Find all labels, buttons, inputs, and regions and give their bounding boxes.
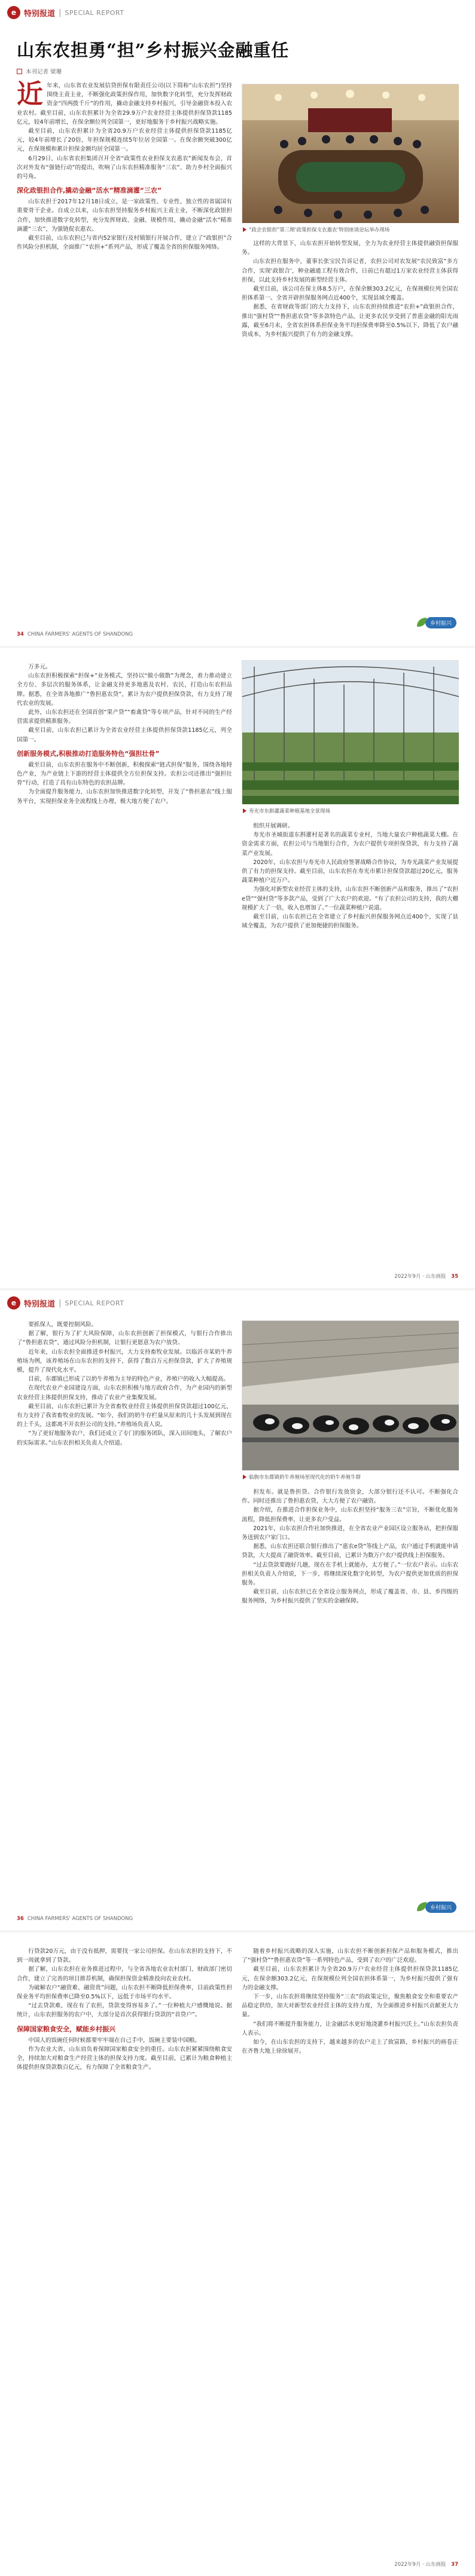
- rural-badge: [420, 616, 462, 629]
- paragraph: 截至目前，山东农担已累计为全省畜牧业经营主体提供担保贷款超过100亿元，有力支持了我省畜牧业的发展。“如今，我们的奶牛存栏量从原来的几十头发展到现在的上千头，这都离不开农担公司的支持。”养殖场负责人说。: [17, 1403, 232, 1429]
- paragraph: 中国人的饭碗任何时候都要牢牢端在自己手中，饭碗主要装中国粮。: [28, 2037, 200, 2044]
- square-icon: [17, 69, 22, 74]
- paragraph: 近年来，山东农担全面推进乡村振兴，大力支持畜牧业发展。以临沂市某奶牛养殖场为例，该养殖场在山东农担的支持下，获得了数百万元担保贷款，扩大了养殖规模，提升了现代化水平。: [17, 1348, 232, 1374]
- paragraph: 为强化对新型农业经营主体的支持，山东农担不断创新产品和服务，推出了“农担e贷”“强村贷”等多款产品，受到了广大农户的欢迎。“有了农担公司的支持，我的大棚规模扩大了一倍，收入也增加了。”一位蔬菜种植户说道。: [242, 886, 458, 911]
- paragraph: 截至目前，山东农担在服务中不断创新，积极探索“链式担保”服务，围绕各地特色产业，为产业链上下游的经营主体提供全方位担保支持。农担公司还推出“强担壮骨”行动，打造了具有山东特色的农担品牌。: [17, 761, 232, 787]
- paragraph: “过去贷款要跑好几趟，现在在手机上就能办，太方便了。”一位农户表示。山东农担相关负责人介绍说，下一步，将继续深化数字化转型，为农户提供更加优质的担保服务。: [242, 1561, 458, 1587]
- header-logo: [7, 1296, 124, 1310]
- paragraph: 此外，山东农担还在全国首创“果产贷”“畜禽贷”等专项产品，针对不同的生产经营需求提供精准服务。: [17, 709, 232, 725]
- byline: [17, 67, 62, 75]
- paragraph: 2021年，山东农担合作社加快推进，在全省农业产业园区设立服务站，把担保服务送到农户家门口。: [242, 1525, 458, 1542]
- page-number: 37: [451, 2562, 458, 2568]
- paragraph: 为全面提升服务能力，山东农担加快推进数字化转型，开发了“鲁担惠农”线上服务平台，实现担保业务全流程线上办理，极大地方便了农户。: [17, 789, 232, 805]
- paragraph: 作为农业大省，山东肩负着保障国家粮食安全的重任。山东农担紧紧围绕粮食安全，持续加大对粮食生产经营主体的担保支持力度。截至目前，已累计为粮食种植主体提供担保贷款数百亿元，有力保障了全省粮食生产。: [17, 2046, 232, 2071]
- column-right: [242, 822, 458, 930]
- column-left: [17, 1947, 232, 2072]
- paragraph: 在现代农业产业园建设方面，山东农担积极与地方政府合作，为产业园内的新型农业经营主体提供担保支持，推动了农业产业集聚发展。: [17, 1385, 232, 1401]
- footer: 2022年9月 · 山东画报 35: [394, 1274, 458, 1280]
- paragraph: “我们将不断提升服务能力，让金融活水更好地浇灌乡村振兴沃土。”山东农担负责人表示。: [242, 2020, 458, 2037]
- paragraph: 如今，在山东农担的支持下，越来越多的农户走上了致富路，乡村振兴的画卷正在齐鲁大地上徐徐展开。: [242, 2039, 458, 2055]
- page-36: [0, 1290, 475, 1930]
- paragraph: 截至目前，该公司在保主体8.5万户，在保余额303.2亿元，在保规模位列全国农担体系第一。全省开辟担保服务网点近400个，实现县域全覆盖。: [242, 286, 458, 302]
- page-37: [0, 1933, 475, 2576]
- photo-caption: 寿光市东斟灌蔬菜种植基地全景现场: [243, 807, 458, 814]
- photo-caption: “政企农银担”第三期‘政策担保支农惠农’特别座谈论坛举办现场: [243, 226, 458, 233]
- caption-marker-icon: [243, 227, 246, 232]
- footer: 36 CHINA FARMERS' AGENTS OF SHANDONG: [17, 1916, 133, 1922]
- paragraph: 担发布。就是鲁担贷。合作银行发放资金，大部分银行还不认可。不断强化合作。同时还推出了鲁担惠农贷，大大方便了农户融资。: [242, 1489, 458, 1505]
- paragraph: 据悉，在省财政等部门的大力支持下，山东农担持续推进“农担+”政银担合作，推出“强村贷”“鲁担惠农贷”等多款特色产品，让更多农民享受到了普惠金融的阳光雨露，截至6月末，全省农担体系担保业务平均担保费率降至0.5%以下，降低了农户融资成本，为乡村振兴提供了有力的金融支撑。: [242, 304, 458, 338]
- section-name-en: SPECIAL REPORT: [65, 8, 124, 17]
- badge-label: 乡村振兴: [425, 617, 456, 628]
- page-number: 34: [17, 631, 24, 637]
- section-heading: 保障国家粮食安全，赋能乡村振兴: [17, 2025, 115, 2033]
- paragraph: 截至目前，山东农担已在全省建立了乡村振兴担保服务网点近400个，实现了县域全覆盖，为农户提供了更加便捷的担保服务。: [242, 914, 458, 930]
- page-34: [0, 0, 475, 646]
- paragraph: 这样的大背景下，山东农担开始转型发展，全力为农业经营主体提供融资担保服务。: [242, 240, 458, 257]
- author-name: 本刊记者 梁珊: [26, 69, 62, 75]
- leaf-icon: [415, 616, 428, 629]
- paragraph: 随着乡村振兴战略的深入实施，山东农担不断创新担保产品和服务模式，推出了“强村贷”“鲁担惠农贷”等一系列特色产品，受到了农户的广泛欢迎。: [242, 1948, 458, 1964]
- paragraph: 寿光市圣城街道东斟灌村是著名的蔬菜专业村，当地大量农户种植蔬菜大棚。在资金需求方面，农担公司与当地银行合作，为农户提供专项担保贷款，有力支持了蔬菜产业发展。: [242, 832, 458, 857]
- e-logo-icon: e: [7, 1296, 20, 1310]
- intro-paragraph: 近年来，山东省农业发展信贷担保有限责任公司(以下简称“山东农担”)坚持围绕主责主业，不断强化政策担保作用，加快数字化转型，充分发挥财政资金“四两拨千斤”的作用，撬动金融支持乡村振兴，引导金融资本投入农业农村。截至目前，山东农担累计为全省29.9万户农业经营主体提供担保贷款1185亿元，较4年前增长，在保余额位列全国第一，更好地服务于乡村振兴战略实施。: [17, 79, 232, 126]
- photo-caption: 临朐市东郡镇奶牛养殖场里现代化的奶牛养殖牛群: [243, 1473, 458, 1481]
- greenhouse-photo: [242, 660, 458, 804]
- paragraph: 行贷款20万元，由于没有抵押，需要找一家公司担保。在山东农担的支持下，不到一周就拿到了贷款。: [17, 1948, 232, 1964]
- page-number: 36: [17, 1916, 24, 1922]
- page-35: [0, 648, 475, 1288]
- header-divider: |: [59, 1298, 62, 1308]
- badge-label: 乡村振兴: [425, 1902, 456, 1913]
- e-logo-icon: e: [7, 6, 20, 19]
- rural-badge: [420, 1900, 462, 1913]
- paragraph: 组织开展调研。: [253, 823, 294, 829]
- section-name-en: SPECIAL REPORT: [65, 1299, 124, 1307]
- section-name: 特别报道: [24, 9, 56, 19]
- paragraph: 下一步，山东农担将继续坚持服务“三农”的政策定位，聚焦粮食安全和重要农产品稳定供给，加大对新型农业经营主体的支持力度，为全面推进乡村振兴贡献更大力量。: [242, 1994, 458, 2019]
- article-title: 山东农担勇“担”乡村振兴金融重任: [17, 40, 290, 60]
- paragraph: 据了解，山东农担在业务推进过程中，与全省各地农业农村部门、财政部门密切合作，建立了完善的项目推荐机制，确保担保资金精准投向农业农村。: [17, 1966, 232, 1982]
- footer: 2022年9月 · 山东画报 37: [394, 2562, 458, 2568]
- header-divider: |: [59, 8, 62, 17]
- paragraph: 截至目前，山东农担已与省内52家银行及村镇银行开展合作，建立了“政银担”合作风险分担机制，全面推广“农担+”系列产品，形成了覆盖全省的担保服务网络。: [17, 235, 232, 251]
- paragraph: “为了更好地服务农户，我们还成立了专门的服务团队，深入田间地头，了解农户的实际需求。”山东农担相关负责人介绍道。: [17, 1430, 232, 1446]
- column-right: [242, 239, 458, 339]
- paragraph: “过去贷款难，现在有了农担，贷款变得容易多了。”一位种植大户感慨地说。据统计，山东农担服务的农户中，大部分是首次获得银行贷款的“首贷户”。: [17, 2003, 232, 2019]
- caption-marker-icon: [243, 1475, 246, 1479]
- paragraph: 万多元。: [28, 664, 51, 670]
- paragraph: 山东农担在服务中，董事长张宝民告诉记者，农担公司对农发展“农民致富”多方合作，实现‘政银合’，种业融通工程有效合作，日前已有超过1万家农业经营主体获得担保，以此支持乡村发展的新型经营主体。: [242, 258, 458, 283]
- section-heading: 深化政银担合作,撬动金融“活水”精准滴灌“三农”: [17, 187, 162, 195]
- section-heading: 创新服务模式,积极推动打造服务特色“强担壮骨”: [17, 749, 160, 758]
- dairy-farm-photo: [242, 1320, 458, 1470]
- column-left: [17, 1320, 232, 1448]
- paragraph: 山东农担积极探索“担保+”业务模式，坚持以“做小做散”为理念，着力推动建立全方位、多层次的服务体系，让金融支持更多地惠及农村、农民，打造山东农担品牌。据悉，在全省各地推广“鲁担惠农贷”，累计为农户提供担保贷款，有力支持了现代农业的发展。: [17, 673, 232, 707]
- drop-cap: 近: [17, 79, 43, 109]
- paragraph: 要抓保人，既要控制风险。: [28, 1321, 98, 1328]
- paragraph: 为破解农户“融资难、融资贵”问题，山东农担不断降低担保费率，目前政策性担保业务平均担保费率已降至0.5%以下，远低于市场平均水平。: [17, 1984, 232, 2001]
- paragraph: 目前，东郡镇已形成了以奶牛养殖为主导的特色产业，养殖户的收入大幅提高。: [28, 1376, 229, 1383]
- paragraph: 据悉，山东农担还联合银行推出了“惠农e贷”等线上产品，农户通过手机就能申请贷款，大大提高了融资效率。截至目前，已累计为数万户农户提供线上担保服务。: [242, 1543, 458, 1559]
- paragraph: 据了解，银行为了扩大风险保障，山东农担创新了担保模式，与银行合作推出了“鲁担惠农贷”，通过风险分担机制，让银行更愿意为农户放贷。: [17, 1330, 232, 1347]
- leaf-icon: [415, 1900, 428, 1913]
- paragraph: 截至目前，山东农担已累计为全省农业经营主体提供担保贷款1185亿元，列全国第一。: [17, 727, 232, 743]
- section-name: 特别报道: [24, 1299, 56, 1309]
- paragraph: 山东农担于2017年12月18日成立，是一家政策性、专业性、独立性的省属国有重要骨干企业。自成立以来，山东农担坚持服务乡村振兴主责主业，不断深化政银担合作，加快推进数字化转型，充分发挥财政、金融、规模作用，撬动金融“活水”精准滴灌“三农”，为强链促农惠农。: [17, 199, 232, 233]
- paragraph: 据介绍，在推进合作担保业务中，山东农担坚持“服务三农”宗旨，不断优化服务流程，降低担保费率，让更多农户受益。: [242, 1507, 458, 1523]
- column-left: [17, 81, 232, 252]
- paragraph: 截至目前，山东农担累计为全省20.9万户农业经营主体提供担保贷款1185亿元，在保余额303.2亿元，在保规模位列全国农担体系第一，为乡村振兴提供了强有力的金融支撑。: [242, 1966, 458, 1991]
- conference-photo: [242, 84, 458, 222]
- paragraph: 截至目前，山东农担累计为全省20.9万户农业经营主体提供担保贷款1185亿元，较4年前增长了20倍，年担保规模连续5年位居全国第一。在保余额突破300亿元，在保规模和累计担保金额均居全国第一。: [17, 128, 232, 153]
- paragraph: 6月29日，山东省农担集团召开全省“政策性农业担保支农惠农”新闻发布会，首次对外发布“强链行动”的提出，吹响了山东农担精准服务“三农”、助力乡村全面振兴的号角。: [17, 155, 232, 181]
- column-right: [242, 1488, 458, 1606]
- caption-marker-icon: [243, 808, 246, 813]
- paragraph: 截至目前，山东农担已在全省设立服务网点，形成了覆盖省、市、县、乡四级的服务网络，为乡村振兴提供了坚实的金融保障。: [242, 1589, 458, 1605]
- footer: 34 CHINA FARMERS' AGENTS OF SHANDONG: [17, 631, 133, 637]
- column-right: [242, 1947, 458, 2056]
- column-left: [17, 663, 232, 806]
- paragraph: 2020年，山东农担与寿光市人民政府签署战略合作协议，为寿光蔬菜产业发展提供了有力的担保支持。截至目前，山东农担在寿光市累计担保贷款超过20亿元，服务蔬菜种植户近万户。: [242, 859, 458, 884]
- header-logo: [7, 6, 124, 19]
- page-number: 35: [451, 1274, 458, 1280]
